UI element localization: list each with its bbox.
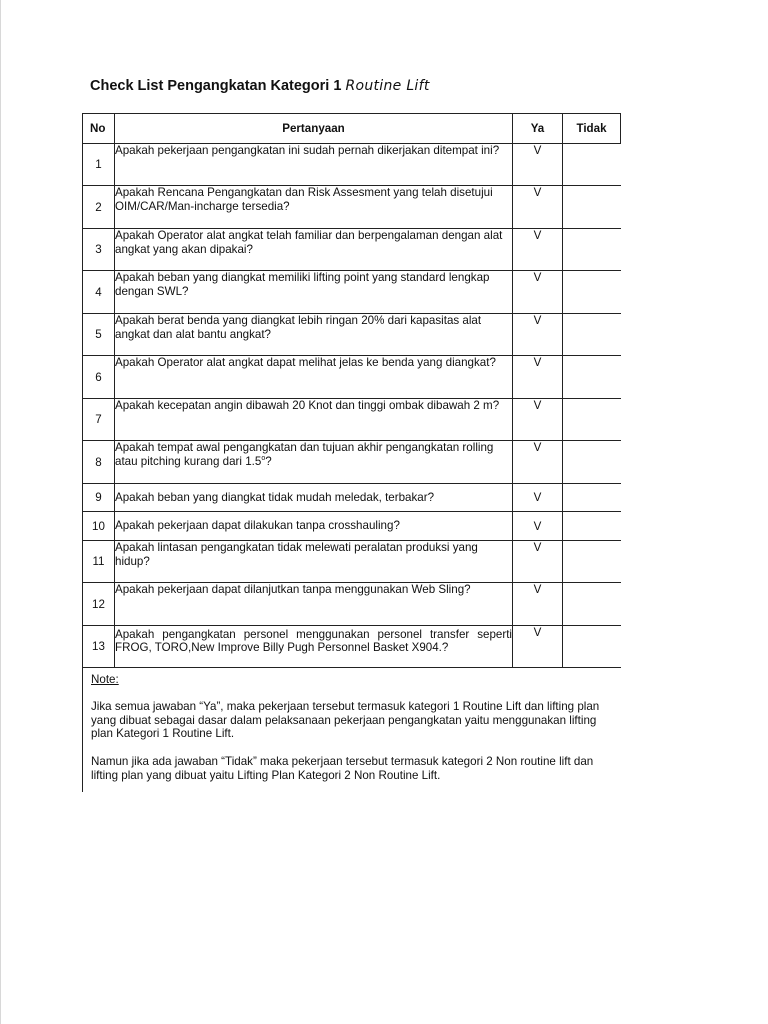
row-answer-yes: V [513,229,563,271]
row-answer-yes: V [513,626,563,668]
row-number: 2 [83,186,115,229]
row-answer-yes: V [513,583,563,626]
row-answer-tidak [563,314,621,356]
row-answer-yes: V [513,314,563,356]
table-row [83,484,621,512]
table-row [83,314,621,356]
note-paragraph-tidak: Namun jika ada jawaban “Tidak” maka pekerjaan tersebut termasuk kategori 2 Non routine lift dan lifting plan yang dibuat yaitu Lifting Plan Kategori 2 Non Routine Lift. [91,755,594,782]
row-number: 9 [83,484,115,512]
row-answer-tidak [563,186,621,229]
row-answer-yes: V [513,441,563,484]
row-answer-tidak [563,441,621,484]
row-question: Apakah Operator alat angkat telah familiar dan berpengalaman dengan alat angkat yang akan dipakai? [115,229,513,271]
row-answer-tidak [563,583,621,626]
row-question: Apakah kecepatan angin dibawah 20 Knot dan tinggi ombak dibawah 2 m? [115,399,513,441]
header-question: Pertanyaan [115,114,513,144]
row-number: 8 [83,441,115,484]
table-row [83,229,621,271]
title-main: Check List Pengangkatan Kategori 1 [90,78,342,94]
row-answer-tidak [563,484,621,512]
page-edge [0,0,1,1024]
row-number: 3 [83,229,115,271]
row-number: 10 [83,512,115,541]
row-number: 12 [83,583,115,626]
row-number: 11 [83,541,115,583]
row-question: Apakah pekerjaan pengangkatan ini sudah pernah dikerjakan ditempat ini? [115,144,513,186]
row-number: 1 [83,144,115,186]
row-answer-yes: V [513,399,563,441]
document-title [90,78,430,94]
row-answer-yes: V [513,356,563,399]
row-number: 5 [83,314,115,356]
row-question-text: Apakah tempat awal pengangkatan dan tujuan akhir pengangkatan rolling atau pitching kurang dari 1.5 [115,441,494,468]
table-row [83,271,621,314]
row-answer-tidak [563,144,621,186]
row-question: Apakah beban yang diangkat tidak mudah meledak, terbakar? [115,484,513,512]
row-answer-tidak [563,356,621,399]
degree-superscript: o [261,454,266,462]
row-answer-yes: V [513,144,563,186]
row-question: Apakah pekerjaan dapat dilanjutkan tanpa menggunakan Web Sling? [115,583,513,626]
table-row [83,512,621,541]
row-number: 13 [83,626,115,668]
row-question: Apakah Operator alat angkat dapat melihat jelas ke benda yang diangkat? [115,356,513,399]
row-question [115,441,513,484]
note-paragraph-ya: Jika semua jawaban “Ya”, maka pekerjaan tersebut termasuk kategori 1 Routine Lift dan lifting plan yang dibuat sebagai dasar dalam pelaksanaan pekerjaan pengangkatan yaitu menggunakan lifting plan Kategori 1 Routine Lift. [91,700,600,740]
table-row [83,583,621,626]
row-question: Apakah Rencana Pengangkatan dan Risk Assesment yang telah disetujui OIM/CAR/Man-incharge tersedia? [115,186,513,229]
row-answer-yes: V [513,271,563,314]
row-answer-yes: V [513,484,563,512]
note-title: Note: [91,673,119,686]
table-row [83,441,621,484]
row-question: Apakah pekerjaan dapat dilakukan tanpa crosshauling? [115,512,513,541]
row-answer-tidak [563,626,621,668]
title-italic: Routine Lift [345,78,430,94]
header-yes: Ya [513,114,563,144]
table-row [83,541,621,583]
row-number: 4 [83,271,115,314]
header-tidak: Tidak [563,114,621,144]
row-question: Apakah berat benda yang diangkat lebih ringan 20% dari kapasitas alat angkat dan alat bantu angkat? [115,314,513,356]
row-answer-tidak [563,229,621,271]
row-question: Apakah pengangkatan personel menggunakan personel transfer seperti FROG, TORO,New Improve Billy Pugh Personnel Basket X904.? [115,626,513,668]
table-row [83,186,621,229]
row-answer-yes: V [513,186,563,229]
checklist-table [82,113,621,668]
row-answer-yes: V [513,541,563,583]
row-number: 7 [83,399,115,441]
table-header-row [83,114,621,144]
row-answer-tidak [563,399,621,441]
row-answer-tidak [563,512,621,541]
table-row [83,356,621,399]
table-row [83,144,621,186]
row-question: Apakah lintasan pengangkatan tidak melewati peralatan produksi yang hidup? [115,541,513,583]
row-answer-tidak [563,271,621,314]
row-answer-tidak [563,541,621,583]
row-question: Apakah beban yang diangkat memiliki lifting point yang standard lengkap dengan SWL? [115,271,513,314]
table-row [83,399,621,441]
table-row [83,626,621,668]
note-section [82,666,608,792]
row-question-end: ? [265,454,272,468]
row-number: 6 [83,356,115,399]
row-answer-yes: V [513,512,563,541]
header-no: No [83,114,115,144]
